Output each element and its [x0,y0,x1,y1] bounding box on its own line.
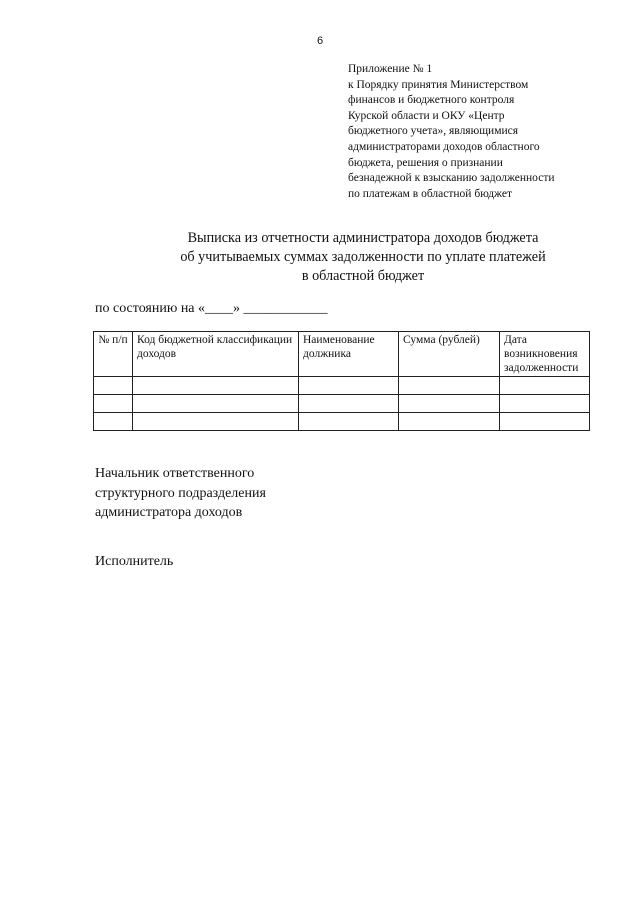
appendix-line: бюджета, решения о признании [348,156,503,169]
table-cell [500,413,590,431]
appendix-line: Приложение № 1 [348,63,433,75]
appendix-line: администраторами доходов областного [348,140,540,153]
as-of-date-line: по состоянию на «____» ____________ [95,301,328,316]
signature-block [95,464,266,523]
table-row [94,395,590,413]
signature-line: администратора доходов [95,505,243,520]
debt-table [93,331,590,431]
appendix-note [348,62,598,202]
table-cell [500,377,590,395]
header-amount: Сумма (рублей) [399,332,500,377]
table-cell [299,395,399,413]
table-cell [133,413,299,431]
appendix-line: финансов и бюджетного контроля [348,94,515,107]
table-row [94,413,590,431]
header-row-number: № п/п [94,332,133,377]
header-budget-code: Код бюджетной классификации доходов [133,332,299,377]
executor-label: Исполнитель [95,554,174,569]
table-cell [399,413,500,431]
appendix-line: бюджетного учета», являющимися [348,125,519,138]
table-cell [94,377,133,395]
document-title [0,229,640,286]
table-cell [133,377,299,395]
appendix-line: по платежам в областной бюджет [348,187,512,200]
appendix-line: к Порядку принятия Министерством [348,78,529,91]
header-debtor-name: Наименование должника [299,332,399,377]
title-line: Выписка из отчетности администратора доходов бюджета [187,230,539,246]
table-cell [94,395,133,413]
table-cell [399,377,500,395]
table-cell [133,395,299,413]
table-row [94,377,590,395]
appendix-line: безнадежной к взысканию задолженности [348,172,555,185]
title-line: об учитываемых суммах задолженности по уплате платежей [180,249,546,265]
table-cell [94,413,133,431]
page-number: 6 [316,35,324,47]
table-cell [500,395,590,413]
table-cell [299,413,399,431]
table-cell [399,395,500,413]
signature-line: Начальник ответственного [95,466,255,481]
table-cell [299,377,399,395]
table-header-row [94,332,590,377]
signature-line: структурного подразделения [95,485,266,501]
title-line: в областной бюджет [301,268,425,284]
header-debt-date: Дата возникновения задолженности [500,332,590,377]
appendix-line: Курской области и ОКУ «Центр [348,109,505,122]
